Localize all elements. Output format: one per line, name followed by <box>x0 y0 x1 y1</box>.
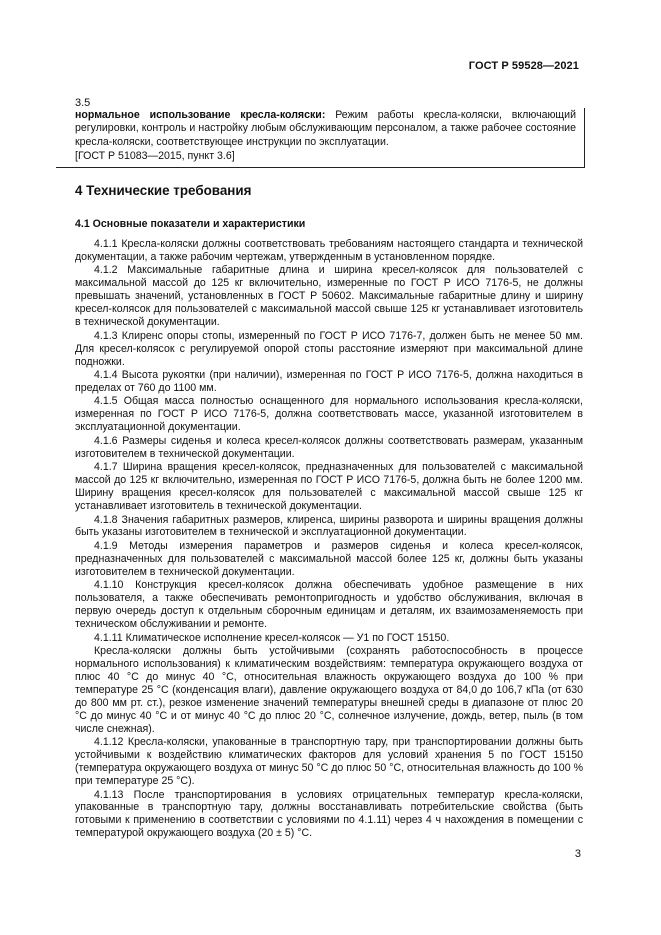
term-definition-box <box>56 108 585 168</box>
section-title: 4 Технические требования <box>75 183 252 198</box>
document-code: ГОСТ Р 59528—2021 <box>468 60 579 72</box>
paragraph-4-1-13: 4.1.13 После транспортирования в условиях отрицательных температур кресла-коляски, упакованные в транспортную тару, должны восстанавливать потребительские свойства (быть готовыми к применению в соответствии с условиями по 4.1.11) через 4 ч нахождения в помещении с температурой окружающего воздуха (20 ± 5) °С. <box>75 788 583 840</box>
paragraph-4-1-10: 4.1.10 Конструкция кресел-колясок должна обеспечивать удобное размещение в них пользователя, а также обеспечивать ремонтопригодность и удобство обслуживания, включая в первую очередь доступ к отдельным сборочным единицам и деталям, их взаимозаменяемость при техническом обслуживании и ремонте. <box>75 579 583 631</box>
term-definition <box>75 109 576 149</box>
paragraph-climate-conditions: Кресла-коляски должны быть устойчивыми (сохранять работоспособность в процессе нормального использования) к климатическим воздействиям: температура окружающего воздуха от плюс 40 °С до минус 40 °С, относительная влажность окружающего воздуха до 100 % при температуре 25 °С (конденсация влаги), давление окружающего воздуха от 84,0 до 106,7 кПа (от 630 до 800 мм рт. ст.), резкое изменение значений температуры внешней среды в диапазоне от плюс 20 °С до минус 40 °С и от минус 40 °С до плюс 20 °С, солнечное излучение, дождь, ветер, пыль (в том числе снежная). <box>75 645 583 735</box>
paragraph-4-1-8: 4.1.8 Значения габаритных размеров, клиренса, ширины разворота и ширины вращения должны быть указаны изготовителем в технической и эксплуатационной документации. <box>75 513 583 539</box>
paragraph-4-1-1: 4.1.1 Кресла-коляски должны соответствовать требованиям настоящего стандарта и технической документации, а также рабочим чертежам, утвержденным в установленном порядке. <box>75 238 583 263</box>
paragraph-4-1-3: 4.1.3 Клиренс опоры стопы, измеренный по ГОСТ Р ИСО 7176-7, должен быть не менее 50 мм. Для кресел-колясок с регулируемой опорой стопы расстояние измеряют при максимальной длине подножки. <box>75 329 583 368</box>
paragraph-4-1-9: 4.1.9 Методы измерения параметров и размеров сиденья и колеса кресел-колясок, предназначенных для пользователей с максимальной массой более 125 кг, должны быть указаны изготовителем в технической документации. <box>75 539 583 578</box>
page-number: 3 <box>574 848 581 860</box>
paragraph-4-1-11: 4.1.11 Климатическое исполнение кресел-колясок — У1 по ГОСТ 15150. <box>94 631 450 644</box>
paragraph-4-1-7: 4.1.7 Ширина вращения кресел-колясок, предназначенных для пользователей с максимальной массой до 125 кг включительно, измеренная по ГОСТ Р ИСО 7176-5, должна быть не более 1200 мм. Ширину вращения кресел-колясок для пользователей с максимальной массой свыше 125 кг устанавливает изготовитель в технической документации. <box>75 461 583 513</box>
subsection-title: 4.1 Основные показатели и характеристики <box>75 218 306 230</box>
body-text <box>75 238 583 841</box>
paragraph-4-1-12: 4.1.12 Кресла-коляски, упакованные в транспортную тару, при транспортировании должны быть устойчивыми к воздействию климатических факторов для условий хранения 5 по ГОСТ 15150 (температура окружающего воздуха от минус 50 °С до плюс 50 °С, относительная влажность до 100 % при температуре 25 °С). <box>75 736 583 788</box>
paragraph-4-1-5: 4.1.5 Общая масса полностью оснащенного для нормального использования кресла-коляски, измеренная по ГОСТ Р ИСО 7176-5, должна соответствовать массе, указанной изготовителем в эксплуатационной документации. <box>75 395 583 434</box>
paragraph-4-1-4: 4.1.4 Высота рукоятки (при наличии), измеренная по ГОСТ Р ИСО 7176-5, должна находиться в пределах от 760 до 1100 мм. <box>75 369 583 394</box>
term-number: 3.5 <box>75 97 91 109</box>
paragraph-4-1-6: 4.1.6 Размеры сиденья и колеса кресел-колясок должны соответствовать размерам, указанным изготовителем в технической документации. <box>75 434 583 460</box>
term-reference: [ГОСТ Р 51083—2015, пункт 3.6] <box>75 149 235 162</box>
term-definition-text: Режим работы кресла-коляски, включающий регулировки, контроль и настройку любым обслуживающим персоналом, а также рабочее состояние кресла-коляски, соответствующее инструкции по эксплуатации. <box>75 109 576 148</box>
paragraph-4-1-2: 4.1.2 Максимальные габаритные длина и ширина кресел-колясок для пользователей с максимальной массой до 125 кг включительно, измеренные по ГОСТ Р ИСО 7176-5, не должны превышать значений, установленных в ГОСТ Р 50602. Максимальные габаритные длину и ширину кресел-колясок для пользователей с максимальной массой свыше 125 кг устанавливает изготовитель в технической документации. <box>75 264 583 329</box>
term-title: нормальное использование кресла-коляски: <box>75 109 326 121</box>
